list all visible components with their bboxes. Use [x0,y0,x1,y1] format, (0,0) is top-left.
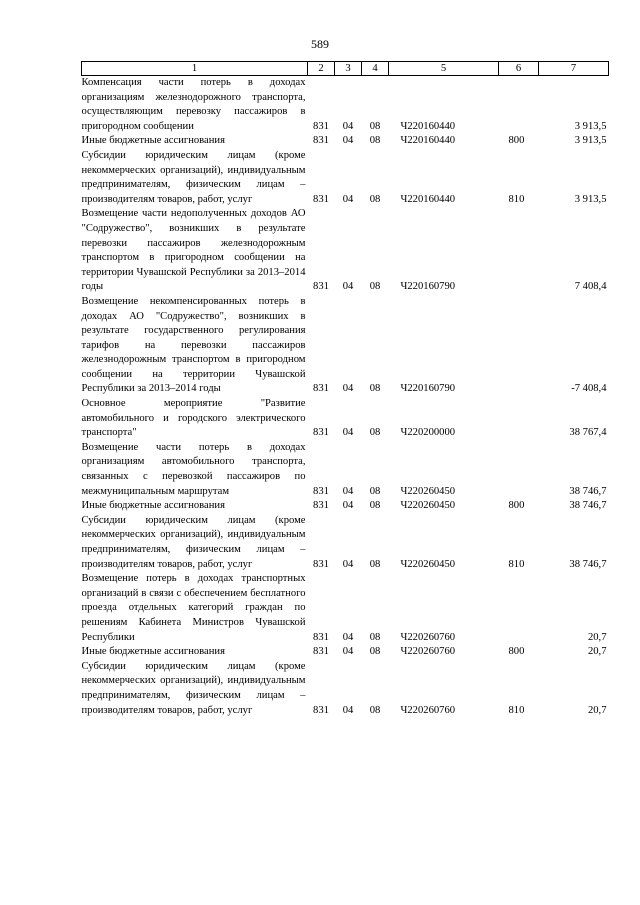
table-header-row [82,62,609,76]
row-amount: -7 408,4 [571,383,607,395]
table-row [82,645,609,660]
row-description: Возмещение части потерь в доходах организациям автомобильного транспорта, связанных с перевозкой пассажиров по межмуниципальным маршрутам [81,441,306,497]
row-subsection-code: 08 [369,427,381,439]
row-amount: 38 767,4 [569,427,607,439]
row-description: Возмещение некомпенсированных потерь в доходах АО "Содружество", возникших в результате государственного регулирования тарифов на перевозки пассажиров железнодорожным транспортом в пригородном сообщении на территории Чувашской Республики за 2013–2014 годы [81,295,306,395]
row-target-article: Ч220160440 [400,120,456,132]
row-section-code: 04 [342,383,354,395]
row-expense-type [499,572,539,645]
table-row [82,149,609,207]
budget-table [81,61,609,718]
row-ministry-code: 831 [313,120,329,132]
row-expense-type: 800 [508,500,525,512]
row-expense-type [499,295,539,397]
row-ministry-code: 831 [313,485,329,497]
row-expense-type: 800 [508,646,525,658]
row-expense-type [499,76,539,135]
row-subsection-code: 08 [369,704,381,716]
table-row [82,441,609,499]
row-target-article: Ч220260450 [400,500,456,512]
row-amount: 38 746,7 [569,485,607,497]
row-amount: 20,7 [587,704,607,716]
row-ministry-code: 831 [313,500,329,512]
row-expense-type: 810 [508,193,525,205]
row-target-article: Ч220160440 [400,193,456,205]
table-row [82,514,609,572]
row-description: Возмещение части недополученных доходов АО "Содружество", возникших в результате перевозки пассажиров железнодорожным транспортом в пригородном сообщении на территории Чувашской Республики за 2013–2014 годы [81,208,306,293]
table-row [82,572,609,645]
row-subsection-code: 08 [369,135,381,147]
row-target-article: Ч220260450 [400,485,456,497]
row-subsection-code: 08 [369,120,381,132]
column-header-7: 7 [539,62,609,76]
row-ministry-code: 831 [313,383,329,395]
row-ministry-code: 831 [313,193,329,205]
row-amount: 38 746,7 [569,500,607,512]
row-subsection-code: 08 [369,500,381,512]
table-row [82,76,609,135]
row-subsection-code: 08 [369,281,381,293]
row-section-code: 04 [342,427,354,439]
row-section-code: 04 [342,558,354,570]
row-expense-type: 810 [508,704,525,716]
table-row [82,134,609,149]
row-amount: 3 913,5 [574,120,607,132]
row-section-code: 04 [342,500,354,512]
row-ministry-code: 831 [313,281,329,293]
row-description: Субсидии юридическим лицам (кроме некоммерческих организаций), индивидуальным предпринимателям, физическим лицам – производителям товаров, работ, услуг [81,149,306,205]
row-target-article: Ч220260760 [400,646,456,658]
row-amount: 3 913,5 [574,193,607,205]
row-subsection-code: 08 [369,193,381,205]
row-subsection-code: 08 [369,485,381,497]
row-section-code: 04 [342,646,354,658]
row-description: Субсидии юридическим лицам (кроме некоммерческих организаций), индивидуальным предпринимателям, физическим лицам – производителям товаров, работ, услуг [81,660,306,716]
row-expense-type [499,441,539,499]
page-number: 589 [311,37,329,51]
table-row [82,397,609,441]
row-amount: 20,7 [587,646,607,658]
row-expense-type: 810 [508,558,525,570]
row-target-article: Ч220260760 [400,704,456,716]
table-row [82,207,609,295]
row-amount: 38 746,7 [569,558,607,570]
row-description: Иные бюджетные ассигнования [81,646,225,658]
row-description: Субсидии юридическим лицам (кроме некоммерческих организаций), индивидуальным предпринимателям, физическим лицам – производителям товаров, работ, услуг [81,514,306,570]
row-expense-type: 800 [508,135,525,147]
column-header-3: 3 [335,62,362,76]
row-target-article: Ч220260450 [400,558,456,570]
column-header-4: 4 [362,62,389,76]
row-section-code: 04 [342,704,354,716]
row-description: Иные бюджетные ассигнования [81,135,225,147]
row-section-code: 04 [342,631,354,643]
row-ministry-code: 831 [313,427,329,439]
table-row [82,295,609,397]
row-section-code: 04 [342,281,354,293]
row-section-code: 04 [342,120,354,132]
row-section-code: 04 [342,193,354,205]
row-amount: 7 408,4 [574,281,607,293]
row-expense-type [499,397,539,441]
row-subsection-code: 08 [369,646,381,658]
row-target-article: Ч220160440 [400,135,456,147]
row-ministry-code: 831 [313,558,329,570]
row-subsection-code: 08 [369,631,381,643]
column-header-1: 1 [82,62,308,76]
table-row [82,660,609,718]
row-target-article: Ч220260760 [400,631,456,643]
row-section-code: 04 [342,485,354,497]
row-ministry-code: 831 [313,631,329,643]
row-target-article: Ч220160790 [400,383,456,395]
table-row [82,499,609,514]
column-header-6: 6 [499,62,539,76]
row-ministry-code: 831 [313,135,329,147]
row-description: Иные бюджетные ассигнования [81,500,225,512]
row-amount: 20,7 [587,631,607,643]
row-subsection-code: 08 [369,558,381,570]
column-header-2: 2 [308,62,335,76]
row-ministry-code: 831 [313,704,329,716]
row-ministry-code: 831 [313,646,329,658]
row-target-article: Ч220200000 [400,427,456,439]
row-description: Компенсация части потерь в доходах организациям железнодорожного транспорта, осуществляющим перевозку пассажиров в пригородном сообщении [81,77,306,132]
row-subsection-code: 08 [369,383,381,395]
row-description: Основное мероприятие "Развитие автомобильного и городского электрического транспорта" [81,398,306,439]
column-header-5: 5 [389,62,499,76]
row-description: Возмещение потерь в доходах транспортных организаций в связи с обеспечением бесплатного проезда отдельных категорий граждан по решениям Кабинета Министров Чувашской Республики [81,573,306,643]
row-amount: 3 913,5 [574,135,607,147]
row-expense-type [499,207,539,295]
row-target-article: Ч220160790 [400,281,456,293]
row-section-code: 04 [342,135,354,147]
